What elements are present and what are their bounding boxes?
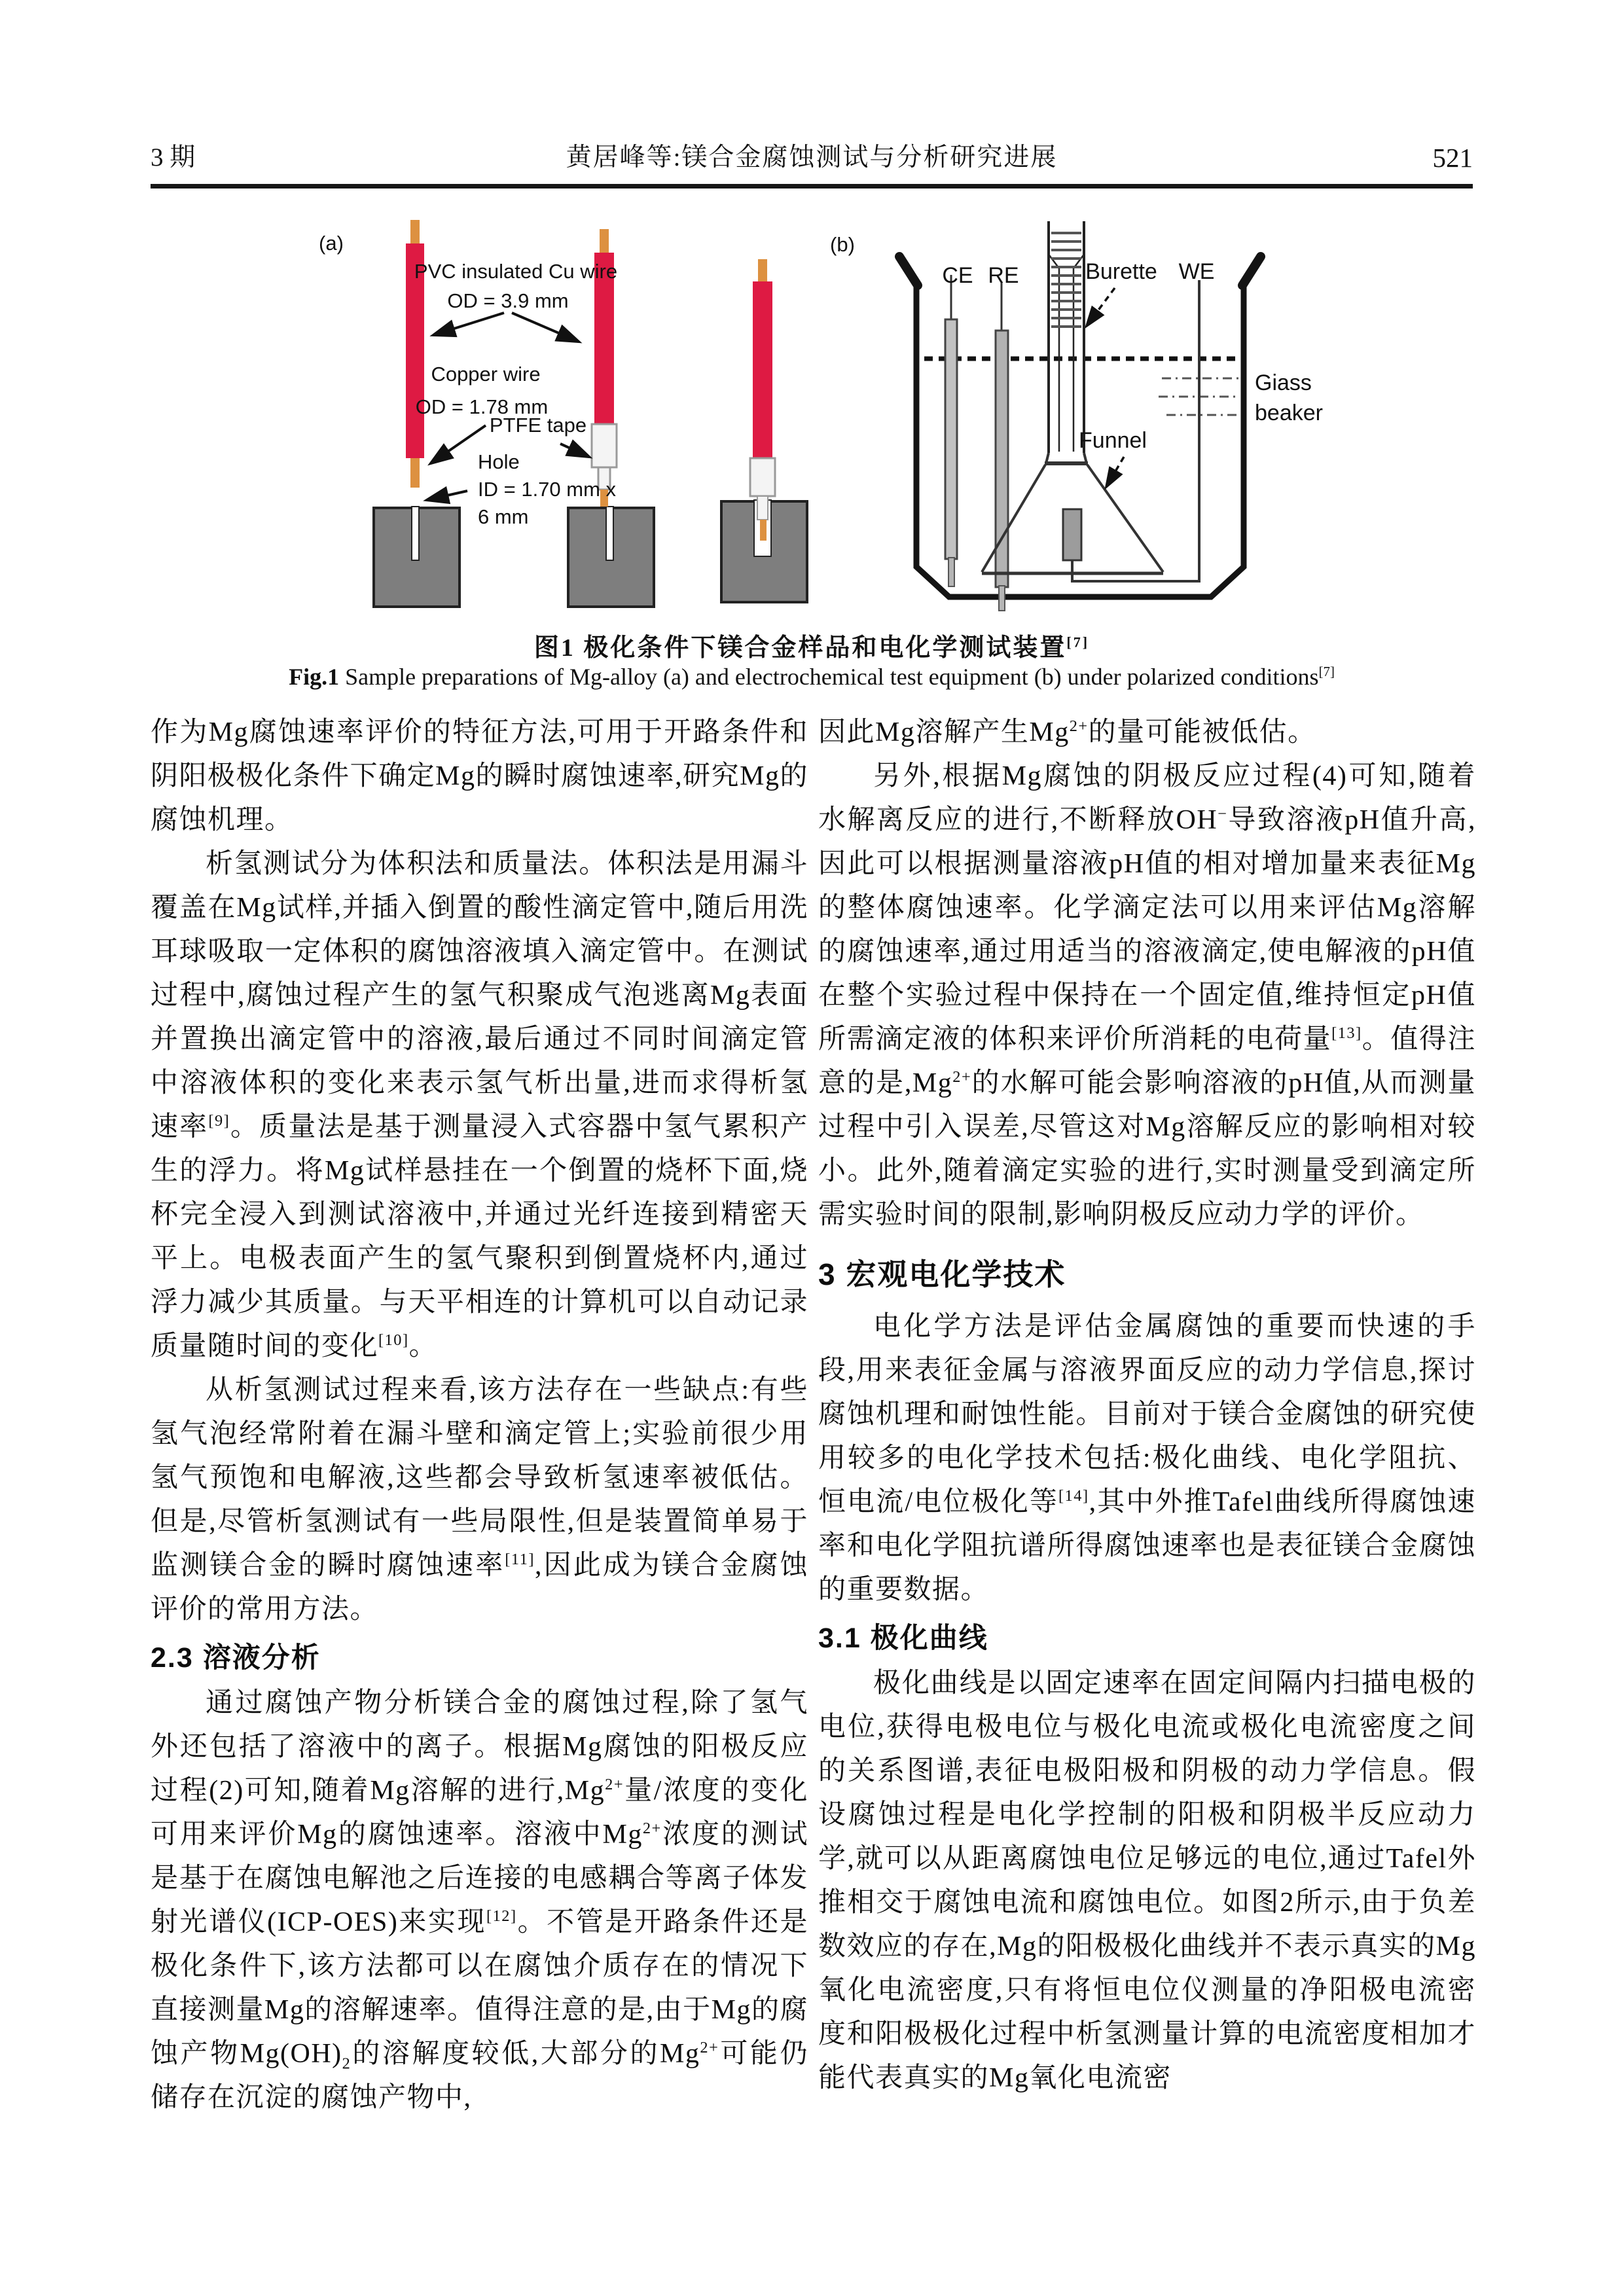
label-glass-beaker-2: beaker [1255,401,1323,425]
paragraph: 析氢测试分为体积法和质量法。体积法是用漏斗覆盖在Mg试样,并插入倒置的酸性滴定管中,随后用洗耳球吸取一定体积的腐蚀溶液填入滴定管中。在测试过程中,腐蚀过程产生的氢气积聚成气泡逃离Mg表面并置换出滴定管中的溶液,最后通过不同时间滴定管中溶液体积的变化来表示氢气析出量,进而求得析氢速率[9]。质量法是基于测量浸入式容器中氢气累积产生的浮力。将Mg试样悬挂在一个倒置的烧杯下面,烧杯完全浸入到测试溶液中,并通过光纤连接到精密天平上。电极表面产生的氢气聚积到倒置烧杯内,通过浮力减少其质量。与天平相连的计算机可以自动记录质量随时间的变化[10]。 [151,849,808,1361]
mg-sample-block-2 [568,507,654,607]
arrow-icon [512,313,579,342]
panel-b [830,221,1323,611]
label-we: WE [1178,259,1215,284]
page-number: 521 [1432,143,1473,173]
arrow-icon [560,444,589,457]
section-heading: 3.1 极化曲线 [818,1623,988,1655]
mg-sample-block-1 [374,507,460,607]
label-pvc-wire: PVC insulated Cu wire [414,260,618,283]
panel-a [319,220,807,607]
paragraph: 因此Mg溶解产生$Mg^{2+}$的量可能被低估。 [818,717,1316,747]
label-funnel: Funnel [1079,428,1147,453]
arrow-icon [1106,457,1124,487]
figure-caption-en [151,663,1473,691]
paragraph: 极化曲线是以固定速率在固定间隔内扫描电极的电位,获得电极电位与极化电流或极化电流密度之间的关系图谱,表征电极阳极和阴极的动力学信息。假设腐蚀过程是电化学控制的阳极和阴极半反应动力学,就可以从距离腐蚀电位足够远的电位,通过Tafel外推相交于腐蚀电流和腐蚀电位。如图2所示,由于负差数效应的存在,Mg的阳极极化曲线并不表示真实的Mg氧化电流密度,只有将恒电位仪测量的净阳极电流密度和阳极极化过程中析氢测量计算的电流密度相加才能代表真实的Mg氧化电流密 [818,1668,1476,2094]
re-electrode-icon [996,283,1008,611]
figure-caption-zh [151,627,1473,663]
label-burette: Burette [1085,259,1157,284]
label-ce: CE [942,263,973,288]
wire-assembly-3 [750,259,775,541]
panel-b-tag: (b) [830,233,855,256]
caption-zh-text: 图1 极化条件下镁合金样品和电化学测试装置[7] [533,634,1090,662]
label-copper-od: OD = 1.78 mm [415,395,549,418]
label-re: RE [988,263,1019,288]
header-rule [151,184,1473,188]
hole-slot-icon [606,507,613,560]
label-pvc-od: OD = 3.9 mm [447,289,569,312]
paragraph: 通过腐蚀产物分析镁合金的腐蚀过程,除了氢气外还包括了溶液中的离子。根据Mg腐蚀的阳极反应过程(2)可知,随着Mg溶解的进行$,Mg^{2+}$量/浓度的变化可用来评价Mg的腐蚀速率。溶液中$Mg^{2+}$浓度的测试是基于在腐蚀电解池之后连接的电感耦合等离子体发射光谱仪(ICP-OES)来实现[12]。不管是开路条件还是极化条件下,该方法都可以在腐蚀介质存在的情况下直接测量Mg的溶解速率。值得注意的是,由于Mg的腐蚀产物$Mg(OH)_2$的溶解度较低,大部分的$Mg^{2+}$可能仍储存在沉淀的腐蚀产物中, [151,1688,808,2113]
paragraph: 电化学方法是评估金属腐蚀的重要而快速的手段,用来表征金属与溶液界面反应的动力学信息,探讨腐蚀机理和耐蚀性能。目前对于镁合金腐蚀的研究使用较多的电化学技术包括:极化曲线、电化学阻抗、恒电流/电位极化等[14],其中外推Tafel曲线所得腐蚀速率和电化学阻抗谱所得腐蚀速率也是表征镁合金腐蚀的重要数据。 [818,1312,1476,1605]
paragraph: 从析氢测试过程来看,该方法存在一些缺点:有些氢气泡经常附着在漏斗壁和滴定管上;实验前很少用氢气预饱和电解液,这些都会导致析氢速率被低估。但是,尽管析氢测试有一些局限性,但是装置简单易于监测镁合金的瞬时腐蚀速率[11],因此成为镁合金腐蚀评价的常用方法。 [151,1375,808,1624]
hole-slot-icon [412,507,419,560]
section-heading: 3 宏观电化学技术 [818,1257,1066,1291]
running-title: 黄居峰等:镁合金腐蚀测试与分析研究进展 [566,143,1058,171]
label-ptfe-tape: PTFE tape [489,414,587,437]
arrow-icon [1087,288,1115,326]
paragraph: 另外,根据Mg腐蚀的阴极反应过程(4)可知,随着水解离反应的进行,不断释放OH−导致溶液pH值升高,因此可以根据测量溶液pH值的相对增加量来表征Mg的整体腐蚀速率。化学滴定法可以用来评估Mg溶解的腐蚀速率,通过用适当的溶液滴定,使电解液的pH值在整个实验过程中保持在一个固定值,维持恒定pH值所需滴定液的体积来评价所消耗的电荷量[13]。值得注意的是$,Mg^{2+}$的水解可能会影响溶液的pH值,从而测量过程中引入误差,尽管这对Mg溶解反应的影响相对较小。此外,随着滴定实验的进行,实时测量受到滴定所需实验时间的限制,影响阴极反应动力学的评价。 [818,761,1476,1230]
burette-graduations [1051,233,1081,327]
right-column [818,711,1476,2100]
caption-en-text: Sample preparations of Mg-alloy (a) and electrochemical test equipment (b) under polarized conditions[7] [339,664,1335,690]
arrow-icon [433,313,504,335]
section-heading: 2.3 溶液分析 [151,1642,321,1674]
leader-arrows [1087,288,1124,487]
ptfe-tape-icon [592,424,617,467]
figure-1 [151,209,1473,634]
issue-number: 3 期 [151,143,196,171]
label-hole: Hole [478,450,520,473]
ptfe-tape-icon [750,458,775,496]
label-copper-wire: Copper wire [431,363,541,386]
left-column [151,711,808,2120]
label-glass-beaker: Giass [1255,370,1312,395]
running-head [151,140,1473,175]
label-hole-id: ID = 1.70 mm x [478,478,617,501]
ce-electrode-icon [945,275,957,586]
label-hole-id2: 6 mm [478,505,529,528]
paragraph: 作为Mg腐蚀速率评价的特征方法,可用于开路条件和阴阳极极化条件下确定Mg的瞬时腐蚀速率,研究Mg的腐蚀机理。 [151,717,808,835]
arrow-icon [427,491,467,500]
caption-en-prefix: Fig.1 [289,664,340,690]
we-sample-icon [1063,509,1081,560]
burette-icon [1049,221,1084,453]
panel-a-tag: (a) [319,232,344,255]
